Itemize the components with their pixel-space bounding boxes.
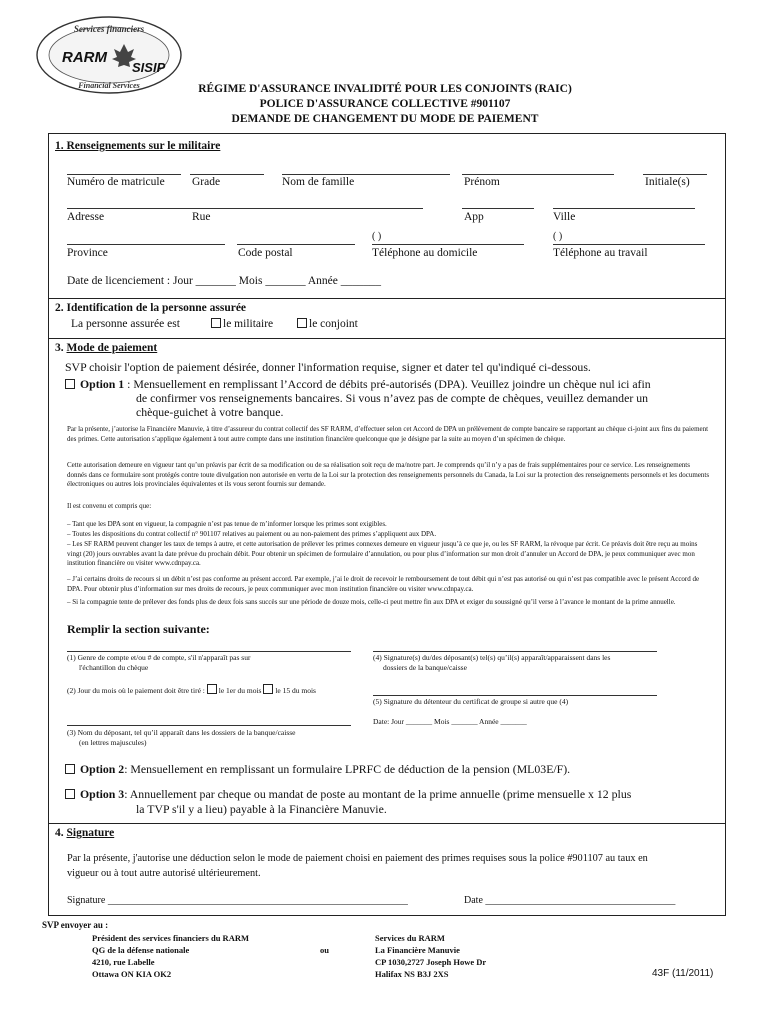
work-phone-area-code[interactable]: ( )	[553, 231, 563, 242]
account-type-label[interactable]: (1) Genre de compte et/ou # de compte, s'il n'apparaît pas sur	[67, 653, 251, 662]
dpa-paragraph-1: Par la présente, j’autorise la Financière Manuvie, à titre d’assureur du contrat collectif des SF RARM, d’effectuer selon cet Accord de DPA un prélèvement de compte bancaire se rapportant au chèque ci-joint aux fins du paiement des primes. Cette autorisation s’applique également à tout autre compte dans une institution financière quelconque que je désigne par la suite au moyen d’un spécimen de chèque.	[67, 425, 709, 443]
city-label[interactable]: Ville	[553, 211, 576, 223]
signature-field[interactable]: Signature ____________________________________________________________	[67, 895, 408, 906]
form-title-3: DEMANDE DE CHANGEMENT DU MODE DE PAIEMENT	[231, 113, 539, 125]
release-date-field[interactable]: Date de licenciement : Jour _______ Mois _______ Année _______	[67, 275, 381, 287]
option-1-line-2: de confirmer vos renseignements bancaires. Si vous n’avez pas de compte de chèques, veuillez demander un	[136, 391, 648, 405]
dpa-bullet-5: – Si la compagnie tente de prélever des fonds plus de deux fois sans succès sur une période de douze mois, celle-ci peut mettre fin aux DPA et exiger du soussigné qu’il verse à l’avance le montant de la prime annuelle.	[67, 598, 676, 606]
section-2-title: 2. Identification de la personne assurée	[55, 302, 247, 314]
dpa-paragraph-3: Il est convenu et compris que:	[67, 502, 152, 510]
address-left-3: 4210, rue Labelle	[92, 957, 155, 967]
option-2-checkbox[interactable]	[65, 764, 75, 774]
address-right-2: La Financière Manuvie	[375, 945, 460, 955]
dpa-bullet-4: – J’ai certains droits de recours si un débit n’est pas conforme au présent accord. Par exemple, j’ai le droit de recevoir le remboursement de tout débit qui n’est pas autorisé ou qui n’est pas compatible avec le présent Accord de DPA. Pour obtenir plus d’information sur mes droits de recours, je peux communiquer avec mon institution financière ou visiter www.cdnpay.ca.	[67, 575, 700, 593]
form-code: 43F (11/2011)	[652, 968, 714, 979]
authorization-text-2: vigueur ou à tout autre autorisé ultérieurement.	[67, 868, 261, 879]
depositor-name-label[interactable]: (3) Nom du déposant, tel qu’il apparaît dans les dossiers de la banque/caisse	[67, 728, 296, 737]
signature-date-field[interactable]: Date ______________________________________	[464, 895, 676, 906]
svg-text:RARM: RARM	[62, 49, 107, 66]
section-1-title: 1. Renseignements sur le militaire	[55, 140, 221, 152]
option-3-checkbox[interactable]	[65, 789, 75, 799]
option-2[interactable]: Option 2: Mensuellement en remplissant un formulaire LPRFC de déduction de la pension (ML03E/F).	[65, 762, 570, 777]
address-label[interactable]: Adresse	[67, 211, 105, 223]
authorization-text-1: Par la présente, j'autorise une déduction selon le mode de paiement choisi en paiement des primes requises sous la police #901107 au taux en	[67, 853, 648, 864]
section-3-title: 3. Mode de paiement	[55, 342, 158, 354]
address-right-3: CP 1030,2727 Joseph Howe Dr	[375, 957, 487, 967]
address-left-4: Ottawa ON KIA OK2	[92, 969, 172, 979]
province-label[interactable]: Province	[67, 247, 108, 259]
section-4-signature	[48, 823, 726, 916]
svg-text:SISIP: SISIP	[132, 60, 166, 75]
account-type-label-2: l'échantillon du chèque	[79, 663, 149, 672]
first-name-label[interactable]: Prénom	[464, 176, 500, 188]
svg-text:Services financiers: Services financiers	[73, 24, 145, 34]
section-4-title: 4. Signature	[55, 827, 115, 839]
payment-day-label: (2) Jour du mois où le paiement doit être tiré : le 1er du mois le 15 du mois	[67, 686, 316, 695]
form-title-1: RÉGIME D'ASSURANCE INVALIDITÉ POUR LES CONJOINTS (RAIC)	[198, 83, 572, 95]
send-to-label: SVP envoyer au :	[42, 920, 109, 930]
fill-section-heading: Remplir la section suivante:	[67, 622, 210, 636]
option-member[interactable]: le militaire	[211, 318, 273, 330]
option-3[interactable]: Option 3: Annuellement par cheque ou mandat de poste au montant de la prime annuelle (prime mensuelle x 12 plus	[65, 787, 631, 802]
day-15-checkbox[interactable]	[263, 684, 273, 694]
home-phone-label[interactable]: Téléphone au domicile	[372, 247, 478, 259]
member-checkbox[interactable]	[211, 318, 221, 328]
address-left-1: Président des services financiers du RARM	[92, 933, 249, 943]
dpa-paragraph-2: Cette autorisation demeure en vigueur tant qu’un préavis par écrit de sa modification ou de sa réalisation soit reçu de ma/notre part. Je comprends qu’il n’y a pas de frais supplémentaires pour ce service. Les renseignements donnés dans ce formulaire sont protégés contre toute divulgation non autorisée en vertu de la Loi sur la protection des renseignements personnels du Canada, la Loi sur la protection des renseignements personnels et les documents électroniques ou autres lois provinciales équivalentes et ils vous seront fournis sur demande.	[67, 461, 710, 488]
option-spouse[interactable]: le conjoint	[297, 318, 358, 330]
svg-text:Financial Services: Financial Services	[78, 81, 140, 90]
dpa-bullet-2: – Toutes les dispositions du contrat collectif n° 901107 relatives au paiement ou au non-paiement des primes s’appliquent aux DPA.	[67, 530, 437, 538]
address-right-4: Halifax NS B3J 2XS	[375, 969, 449, 979]
day-1-checkbox[interactable]	[207, 684, 217, 694]
section-3-intro: SVP choisir l'option de paiement désirée, donner l'information requise, signer et dater tel qu'indiqué ci-dessous.	[65, 360, 591, 374]
form-title-2: POLICE D'ASSURANCE COLLECTIVE #901107	[259, 98, 511, 110]
address-left-2: QG de la défense nationale	[92, 945, 190, 955]
depositor-name-label-2: (en lettres majuscules)	[79, 738, 147, 747]
initials-label[interactable]: Initiale(s)	[645, 176, 690, 188]
depositor-signature-label-2: dossiers de la banque/caisse	[383, 663, 467, 672]
street-label[interactable]: Rue	[192, 211, 211, 223]
dpa-date-field[interactable]: Date: Jour _______ Mois _______ Année _______	[373, 717, 527, 726]
apt-label[interactable]: App	[464, 211, 484, 223]
option-1-checkbox[interactable]	[65, 379, 75, 389]
matricule-label[interactable]: Numéro de matricule	[67, 176, 165, 188]
dpa-bullet-1: – Tant que les DPA sont en vigueur, la compagnie n’est pas tenue de m’informer lorsque les primes sont exigibles.	[67, 520, 387, 528]
work-phone-label[interactable]: Téléphone au travail	[553, 247, 648, 259]
last-name-label[interactable]: Nom de famille	[282, 176, 355, 188]
or-label: ou	[320, 945, 329, 955]
dpa-bullet-3: – Les SF RARM peuvent changer les taux de temps à autre, et cette autorisation de prélever les primes connexes demeure en vigueur jusqu’à ce que je, ou les SF RARM, la révoque par écrit. Ce préavis doit être reçu au moins vingt (20) jours ouvrables avant la date prévue du prochain débit. Pour obtenir un spécimen de formulaire d’annulation, ou pour plus d’information sur mon droit d’annuler un Accord de DPA, je peux communiquer avec mon institution financière ou visiter www.cdnpay.ca.	[67, 540, 698, 567]
section-3-payment	[48, 338, 726, 824]
insured-label: La personne assurée est	[71, 318, 180, 330]
section-2-insured	[48, 298, 726, 339]
home-phone-area-code[interactable]: ( )	[372, 231, 382, 242]
spouse-checkbox[interactable]	[297, 318, 307, 328]
address-right-1: Services du RARM	[375, 933, 445, 943]
option-1-line-3: chèque-guichet à votre banque.	[136, 405, 284, 419]
postal-code-label[interactable]: Code postal	[238, 247, 293, 259]
option-1[interactable]: Option 1 : Mensuellement en remplissant l’Accord de débits pré-autorisés (DPA). Veuillez joindre un chèque nul ici afin	[65, 377, 651, 392]
option-3-line-2: la TVP s'il y a lieu) payable à la Financière Manuvie.	[136, 802, 387, 816]
depositor-signature-label[interactable]: (4) Signature(s) du/des déposant(s) tel(s) qu’il(s) apparaît/apparaissent dans les	[373, 653, 611, 662]
certificate-holder-signature-label[interactable]: (5) Signature du détenteur du certificat de groupe si autre que (4)	[373, 697, 569, 706]
section-1-member-info	[48, 133, 726, 299]
grade-label[interactable]: Grade	[192, 176, 221, 188]
